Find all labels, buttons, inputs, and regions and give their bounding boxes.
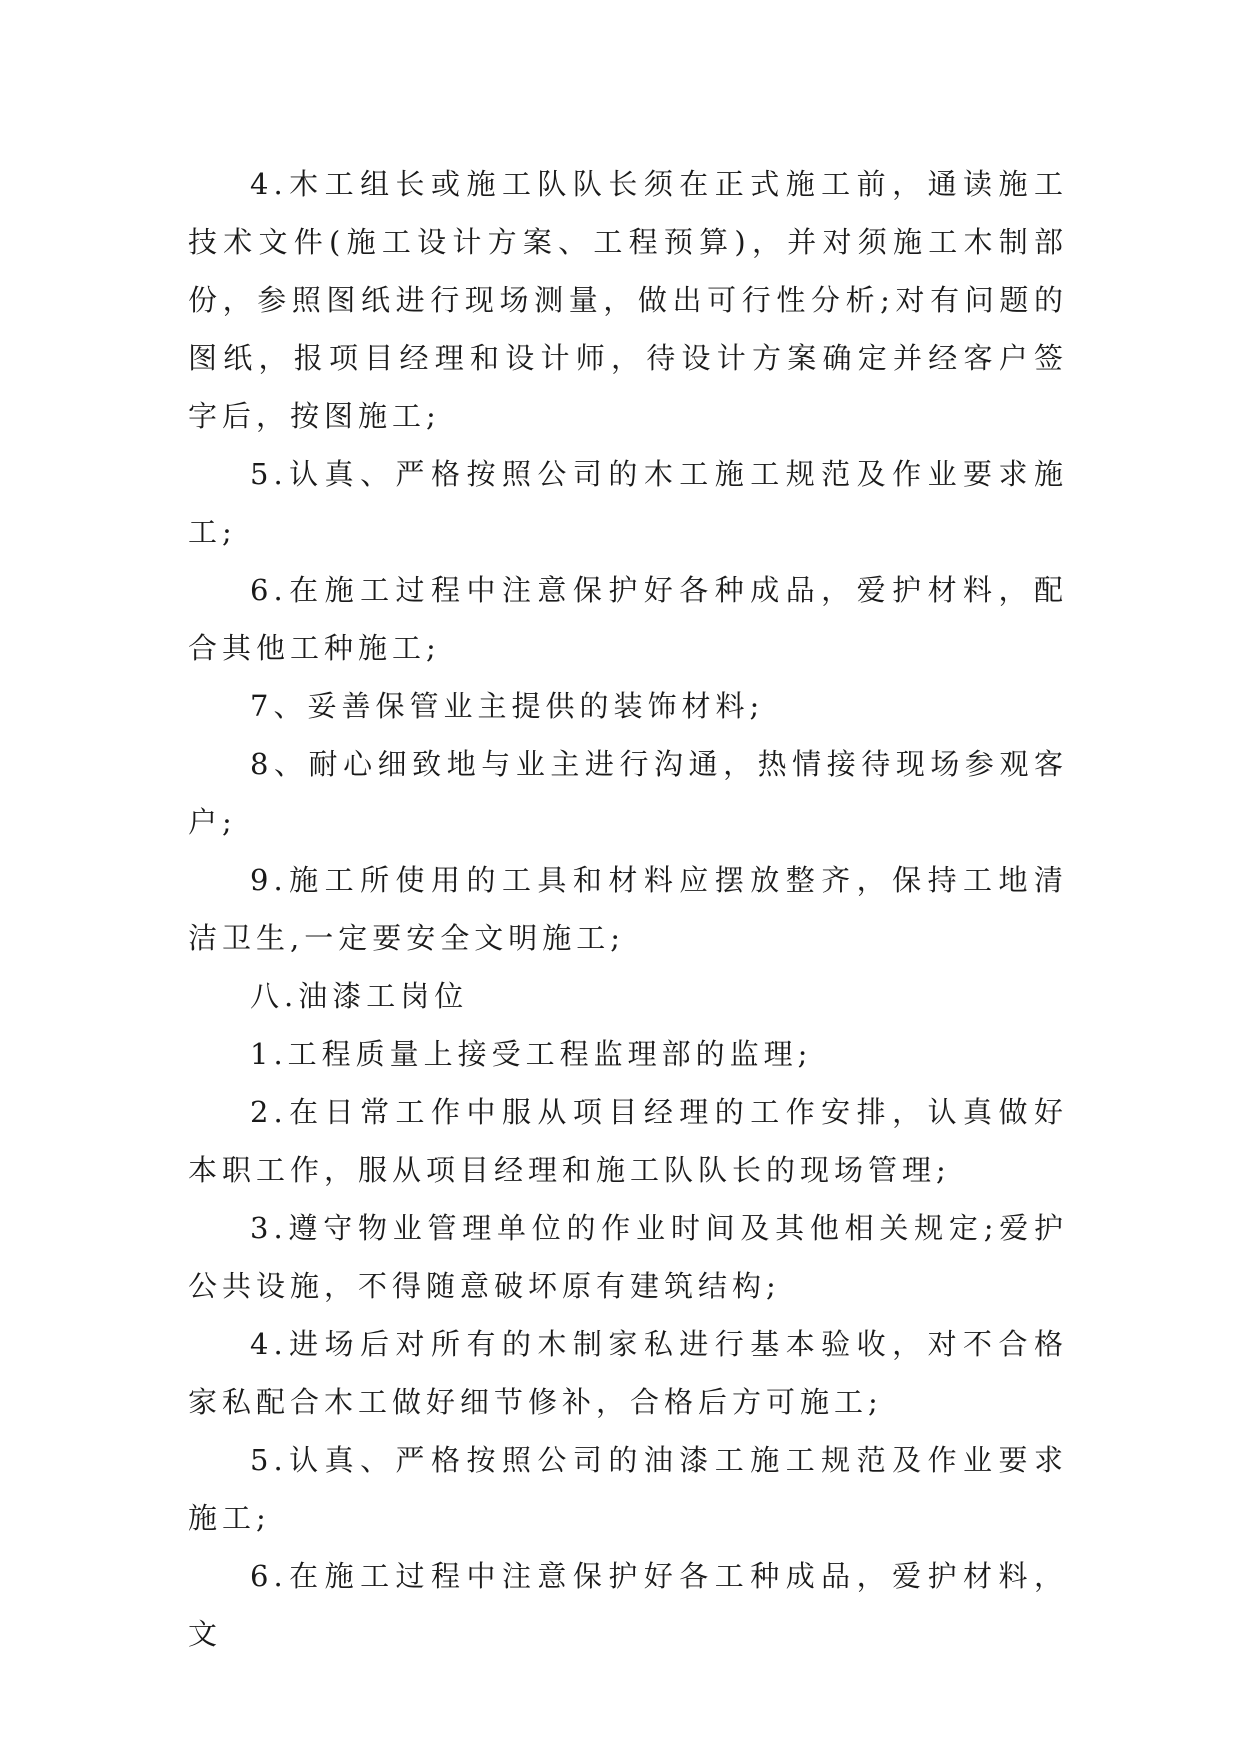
document-body xyxy=(188,155,1068,1663)
paragraph: 2.在日常工作中服从项目经理的工作安排，认真做好本职工作，服从项目经理和施工队队长的现场管理; xyxy=(188,1095,1068,1187)
paragraph: 8、耐心细致地与业主进行沟通，热情接待现场参观客户; xyxy=(188,747,1068,839)
paragraph: 9.施工所使用的工具和材料应摆放整齐，保持工地清洁卫生,一定要安全文明施工; xyxy=(188,863,1068,955)
paragraph: 7、妥善保管业主提供的装饰材料; xyxy=(250,689,765,723)
paragraph: 6.在施工过程中注意保护好各种成品，爱护材料，配合其他工种施工; xyxy=(188,573,1068,665)
paragraph: 5.认真、严格按照公司的油漆工施工规范及作业要求施工; xyxy=(188,1443,1068,1535)
paragraph: 4.进场后对所有的木制家私进行基本验收，对不合格家私配合木工做好细节修补，合格后方可施工; xyxy=(188,1327,1068,1419)
section-heading: 八.油漆工岗位 xyxy=(250,979,469,1013)
paragraph: 6.在施工过程中注意保护好各工种成品，爱护材料，文 xyxy=(188,1559,1068,1651)
paragraph: 3.遵守物业管理单位的作业时间及其他相关规定;爱护公共设施，不得随意破坏原有建筑结构; xyxy=(188,1211,1068,1303)
paragraph: 4.木工组长或施工队队长须在正式施工前，通读施工技术文件(施工设计方案、工程预算)，并对须施工木制部份，参照图纸进行现场测量，做出可行性分析;对有问题的图纸，报项目经理和设计师，待设计方案确定并经客户签字后，按图施工; xyxy=(188,167,1068,433)
paragraph: 5.认真、严格按照公司的木工施工规范及作业要求施工; xyxy=(188,457,1068,549)
paragraph: 1.工程质量上接受工程监理部的监理; xyxy=(250,1037,813,1071)
